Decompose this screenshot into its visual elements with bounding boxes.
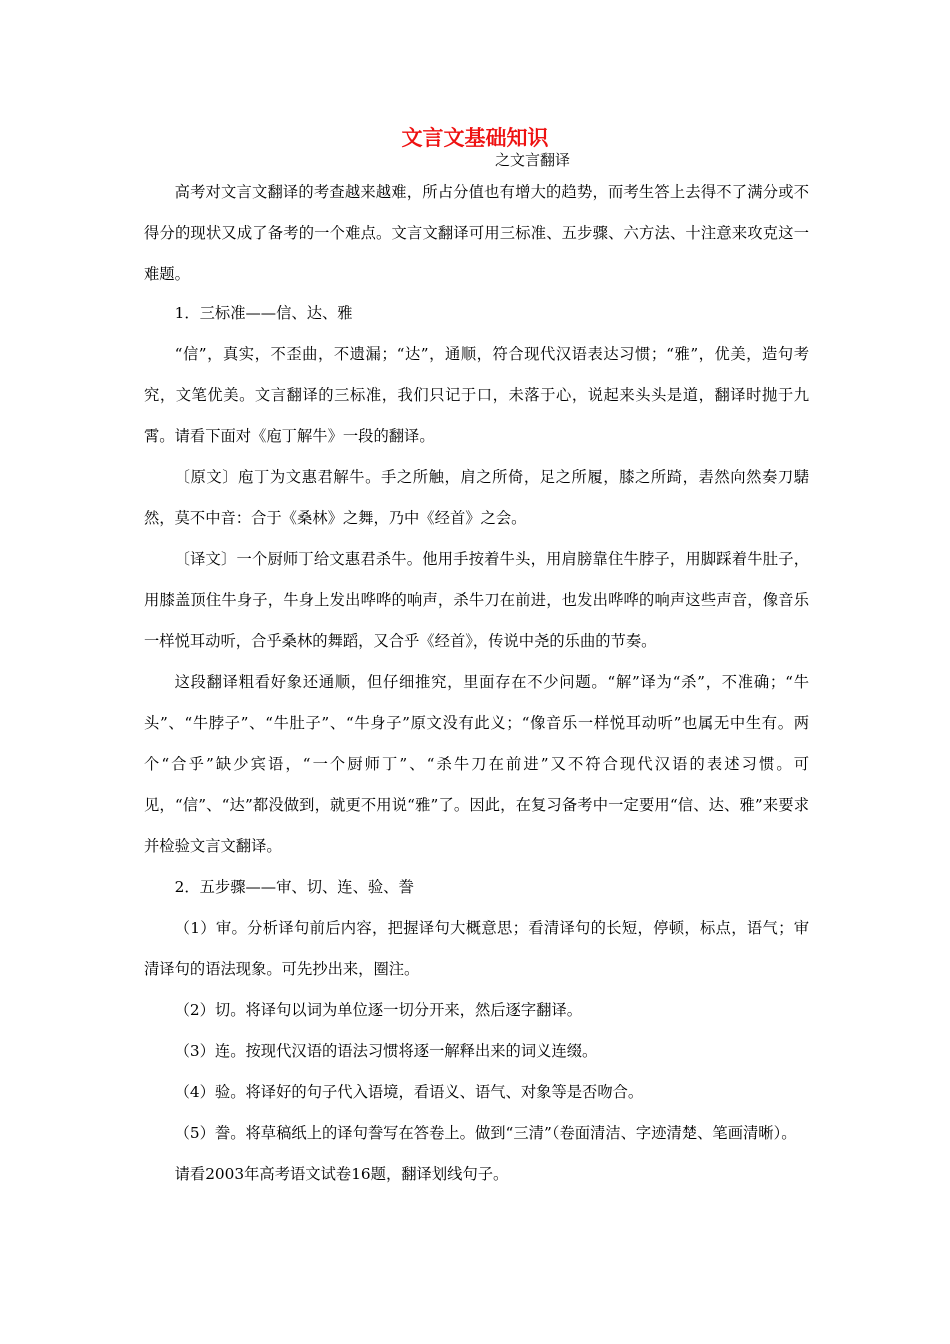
document-body	[144, 172, 809, 1195]
document-subtitle: 之文言翻译	[495, 151, 571, 169]
paragraph-analysis: 这段翻译粗看好象还通顺，但仔细推究，里面存在不少问题。“解”译为“杀”，不准确；“牛头”、“牛脖子”、“牛肚子”、“牛身子”原文没有此义；“像音乐一样悦耳动听”也属无中生有。两个“合乎”缺少宾语，“一个厨师丁”、“杀牛刀在前进”又不符合现代汉语的表述习惯。可见，“信”、“达”都没做到，就更不用说“雅”了。因此，在复习备考中一定要用“信、达、雅”来要求并检验文言文翻译。	[144, 673, 809, 855]
list-item-step-1: （1）审。分析译句前后内容，把握译句大概意思；看清译句的长短，停顿，标点，语气；审清译句的语法现象。可先抄出来，圈注。	[144, 919, 809, 978]
section-heading-five-steps: 2．五步骤——审、切、连、验、誊	[174, 878, 414, 896]
list-item-step-4: （4）验。将译好的句子代入语境，看语义、语气、对象等是否吻合。	[174, 1083, 644, 1101]
section-heading-three-standards: 1．三标准——信、达、雅	[174, 304, 353, 322]
list-item-step-3: （3）连。按现代汉语的语法习惯将逐一解释出来的词义连缀。	[174, 1042, 598, 1060]
list-item-step-2: （2）切。将译句以词为单位逐一切分开来，然后逐字翻译。	[174, 1001, 583, 1019]
list-item-step-5: （5）誊。将草稿纸上的译句誊写在答卷上。做到“三清”（卷面清洁、字迹清楚、笔画清晰）。	[174, 1124, 797, 1142]
document-title: 文言文基础知识	[401, 126, 549, 150]
paragraph-standards-explanation: “信”，真实，不歪曲，不遗漏；“达”，通顺，符合现代汉语表达习惯；“雅”，优美，造句考究，文笔优美。文言翻译的三标准，我们只记于口，未落于心，说起来头头是道，翻译时抛于九霄。请看下面对《庖丁解牛》一段的翻译。	[144, 345, 809, 445]
paragraph-translation: 〔译文〕一个厨师丁给文惠君杀牛。他用手按着牛头，用肩膀靠住牛脖子，用脚踩着牛肚子，用膝盖顶住牛身子，牛身上发出哗哗的响声，杀牛刀在前进，也发出哗哗的响声这些声音，像音乐一样悦耳动听，合乎桑林的舞蹈，又合乎《经首》，传说中尧的乐曲的节奏。	[144, 550, 809, 650]
paragraph-intro: 高考对文言文翻译的考查越来越难，所占分值也有增大的趋势，而考生答上去得不了满分或不得分的现状又成了备考的一个难点。文言文翻译可用三标准、五步骤、六方法、十注意来攻克这一难题。	[144, 183, 809, 283]
paragraph-exam-example: 请看2003年高考语文试卷16题，翻译划线句子。	[174, 1165, 509, 1183]
paragraph-original-text: 〔原文〕庖丁为文惠君解牛。手之所触，肩之所倚，足之所履，膝之所踦，砉然向然奏刀騞然，莫不中音：合于《桑林》之舞，乃中《经首》之会。	[144, 468, 809, 527]
